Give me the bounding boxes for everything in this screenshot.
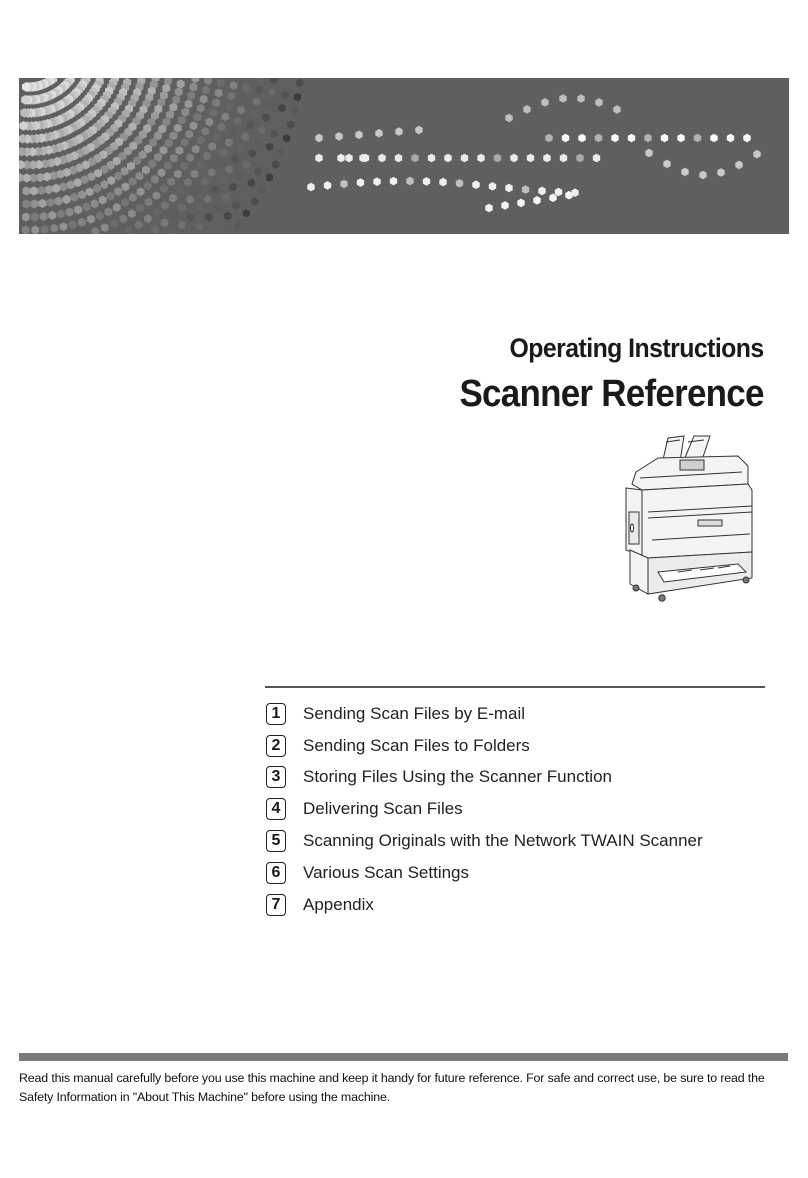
pattern-dot xyxy=(240,95,248,104)
pattern-dot xyxy=(517,199,524,208)
dot-pattern-graphic xyxy=(19,78,789,234)
pattern-dot xyxy=(170,131,178,140)
pattern-dot xyxy=(681,168,688,177)
pattern-dot xyxy=(175,87,183,96)
pattern-dot xyxy=(555,188,562,197)
pattern-dot xyxy=(19,160,25,169)
pattern-dot xyxy=(47,198,55,207)
pattern-dot xyxy=(337,154,344,163)
pattern-dot xyxy=(439,178,446,187)
pattern-dot xyxy=(208,142,216,151)
pattern-dot xyxy=(262,113,270,122)
pattern-dot xyxy=(100,180,108,189)
pattern-dot xyxy=(39,199,47,208)
pattern-dot xyxy=(278,104,285,113)
pattern-dot xyxy=(294,93,301,101)
pattern-dot xyxy=(167,177,175,186)
pattern-dot xyxy=(699,171,706,180)
pattern-dot xyxy=(121,198,129,207)
pattern-dot xyxy=(196,204,204,213)
pattern-dot xyxy=(208,168,216,177)
pattern-dot xyxy=(186,195,194,204)
pattern-dot xyxy=(240,190,247,199)
chapter-title: Sending Scan Files by E-mail xyxy=(303,703,526,723)
document-subtitle: Operating Instructions xyxy=(509,333,764,363)
pattern-dot xyxy=(249,149,256,158)
pattern-dot xyxy=(170,154,178,163)
pattern-dot xyxy=(96,211,104,220)
pattern-dot xyxy=(501,201,508,210)
pattern-dot xyxy=(272,160,279,169)
pattern-dot xyxy=(154,153,162,162)
chapter-title: Storing Files Using the Scanner Function xyxy=(303,767,612,787)
footer-divider-bar xyxy=(19,1053,788,1061)
pattern-dot xyxy=(122,182,130,191)
pattern-dot xyxy=(187,91,195,100)
pattern-dot xyxy=(162,117,170,126)
pattern-dot xyxy=(562,134,569,143)
pattern-dot xyxy=(69,220,77,229)
pattern-dot xyxy=(178,116,186,125)
pattern-dot xyxy=(494,154,501,163)
pattern-dot xyxy=(212,185,220,194)
pattern-dot xyxy=(278,147,285,155)
pattern-dot xyxy=(275,117,282,126)
chapter-item[interactable] xyxy=(266,698,703,730)
pattern-dot xyxy=(406,177,413,186)
pattern-dot xyxy=(237,106,245,115)
document-title: Scanner Reference xyxy=(459,373,764,415)
pattern-dot xyxy=(23,173,31,182)
pattern-dot xyxy=(63,195,71,204)
pattern-dot xyxy=(160,146,168,155)
pattern-dot xyxy=(355,131,362,140)
pattern-dot xyxy=(48,211,56,220)
pattern-dot xyxy=(229,183,237,192)
pattern-dot xyxy=(415,126,422,135)
pattern-dot xyxy=(86,187,94,196)
pattern-dot xyxy=(91,199,99,208)
pattern-dot xyxy=(60,222,68,231)
pattern-dot xyxy=(243,83,251,92)
pattern-dot xyxy=(165,139,173,148)
pattern-dot xyxy=(663,160,670,169)
pattern-dot xyxy=(246,121,254,130)
pattern-dot xyxy=(533,196,540,205)
pattern-dot xyxy=(142,166,150,175)
pattern-dot xyxy=(222,193,229,202)
pattern-dot xyxy=(59,182,67,191)
chapter-title: Delivering Scan Files xyxy=(303,799,463,819)
pattern-dot xyxy=(315,134,322,143)
pattern-dot xyxy=(22,213,30,222)
pattern-dot xyxy=(30,186,38,195)
pattern-dot xyxy=(243,161,250,170)
chapter-item[interactable] xyxy=(266,762,703,794)
pattern-dot xyxy=(576,154,583,163)
pattern-dot xyxy=(209,108,217,117)
pattern-dot xyxy=(224,212,231,221)
pattern-dot xyxy=(144,181,152,190)
pattern-dot xyxy=(307,183,314,192)
pattern-dot xyxy=(148,159,156,168)
pattern-dot xyxy=(194,186,202,195)
pattern-dot xyxy=(129,193,137,202)
pattern-dot xyxy=(253,98,261,107)
pattern-dot xyxy=(218,123,226,132)
pattern-dot xyxy=(378,154,385,163)
title-block xyxy=(433,330,764,418)
pattern-dot xyxy=(283,78,290,86)
pattern-dot xyxy=(560,154,567,163)
pattern-dot xyxy=(266,142,273,151)
pattern-dot xyxy=(428,154,435,163)
pattern-dot xyxy=(710,134,717,143)
pattern-dot xyxy=(92,227,100,234)
pattern-dot xyxy=(661,134,668,143)
pattern-dot xyxy=(375,129,382,138)
chapter-item[interactable] xyxy=(266,730,703,762)
pattern-dot xyxy=(523,105,530,114)
pattern-dot xyxy=(255,86,263,95)
pattern-dot xyxy=(101,223,109,232)
pattern-dot xyxy=(237,144,245,153)
pattern-dot xyxy=(93,184,101,193)
pattern-dot xyxy=(119,214,127,223)
pattern-dot xyxy=(595,98,602,107)
pattern-dot xyxy=(505,184,512,193)
pattern-dot xyxy=(270,78,278,84)
pattern-dot xyxy=(644,134,651,143)
pattern-dot xyxy=(645,149,652,158)
toc-divider xyxy=(265,686,765,688)
pattern-dot xyxy=(225,102,233,111)
pattern-dot xyxy=(70,193,78,202)
pattern-dot xyxy=(541,98,548,107)
pattern-dot xyxy=(22,226,30,235)
chapter-number-box: 4 xyxy=(266,798,286,820)
pattern-dot xyxy=(128,209,136,218)
pattern-dot xyxy=(545,134,552,143)
pattern-dot xyxy=(151,175,159,184)
pattern-dot xyxy=(248,179,255,188)
pattern-dot xyxy=(105,207,113,216)
pattern-dot xyxy=(192,145,200,154)
pattern-dot xyxy=(268,88,275,97)
pattern-dot xyxy=(219,175,227,184)
pattern-dot xyxy=(137,204,145,213)
pattern-dot xyxy=(538,187,545,196)
pattern-dot xyxy=(187,213,195,222)
pattern-dot xyxy=(161,218,169,227)
pattern-dot xyxy=(174,124,182,133)
pattern-dot xyxy=(395,154,402,163)
pattern-dot xyxy=(99,196,107,205)
pattern-dot xyxy=(164,161,172,170)
pattern-dot xyxy=(613,105,620,114)
pattern-dot xyxy=(215,222,222,231)
pattern-dot xyxy=(411,154,418,163)
pattern-dot xyxy=(232,201,239,210)
chapter-item[interactable] xyxy=(266,793,703,825)
pattern-dot xyxy=(510,154,517,163)
pattern-dot xyxy=(242,133,250,142)
pattern-dot xyxy=(717,168,724,177)
chapter-item[interactable] xyxy=(266,825,703,857)
pattern-dot xyxy=(395,127,402,136)
pattern-dot xyxy=(266,101,274,110)
pattern-dot xyxy=(472,180,479,189)
pattern-dot xyxy=(549,194,556,203)
pattern-dot xyxy=(735,161,742,170)
pattern-dot xyxy=(543,154,550,163)
pattern-dot xyxy=(136,171,144,180)
pattern-dot xyxy=(74,205,82,214)
pattern-dot xyxy=(254,138,261,147)
pattern-dot xyxy=(243,209,250,217)
pattern-dot xyxy=(456,179,463,188)
pattern-dot xyxy=(200,95,208,104)
pattern-dot xyxy=(190,121,198,130)
pattern-dot xyxy=(727,134,734,143)
pattern-dot xyxy=(522,185,529,194)
pattern-dot xyxy=(236,172,243,181)
pattern-dot xyxy=(113,203,121,212)
pattern-dot xyxy=(593,154,600,163)
pattern-dot xyxy=(259,186,266,194)
pattern-dot xyxy=(176,146,184,155)
pattern-dot xyxy=(153,208,161,217)
pattern-dot xyxy=(461,154,468,163)
pattern-dot xyxy=(180,162,188,171)
pattern-dot xyxy=(250,110,257,119)
pattern-dot xyxy=(57,209,65,218)
pattern-dot xyxy=(170,211,178,220)
pattern-dot xyxy=(37,186,45,195)
pattern-dot xyxy=(74,178,82,187)
pattern-dot xyxy=(204,78,212,85)
chapter-number-box: 2 xyxy=(266,735,286,757)
pattern-dot xyxy=(204,195,212,204)
pattern-dot xyxy=(335,132,342,141)
pattern-dot xyxy=(254,167,261,176)
chapter-number-box: 6 xyxy=(266,862,286,884)
pattern-dot xyxy=(206,118,214,127)
pattern-dot xyxy=(291,107,298,115)
pattern-dot xyxy=(260,155,267,164)
pattern-dot xyxy=(50,224,58,233)
pattern-dot xyxy=(158,168,166,177)
chapter-number-box: 3 xyxy=(266,766,286,788)
chapter-title: Various Scan Settings xyxy=(303,862,469,882)
pattern-dot xyxy=(197,136,205,145)
pattern-dot xyxy=(225,138,233,147)
safety-notice: Read this manual carefully before you use this machine and keep it handy for future reference. For safe and correct use, be sure to read the Safety Information in "About This Machine" before using the machine. xyxy=(19,1071,765,1104)
chapter-item[interactable] xyxy=(266,889,703,921)
pattern-dot xyxy=(228,92,236,101)
pattern-dot xyxy=(611,134,618,143)
pattern-dot xyxy=(214,158,222,167)
pattern-dot xyxy=(177,186,185,195)
pattern-dot xyxy=(87,215,95,224)
pattern-dot xyxy=(107,192,115,201)
pattern-dot xyxy=(23,186,31,195)
pattern-dot xyxy=(191,170,199,179)
pattern-dot xyxy=(30,199,38,208)
pattern-dot xyxy=(83,202,91,211)
pattern-dot xyxy=(281,91,288,100)
pattern-dot xyxy=(485,204,492,213)
pattern-dot xyxy=(114,187,122,196)
pattern-dot xyxy=(753,150,760,159)
pattern-dot xyxy=(266,173,273,182)
pattern-dot xyxy=(31,212,39,221)
pattern-dot xyxy=(202,86,210,95)
pattern-dot xyxy=(203,152,211,161)
chapter-title: Appendix xyxy=(303,894,374,914)
pattern-dot xyxy=(357,178,364,187)
pattern-dot xyxy=(345,154,352,163)
pattern-dot xyxy=(55,197,63,206)
pattern-dot xyxy=(215,89,223,98)
pattern-dot xyxy=(174,170,182,179)
pattern-dot xyxy=(315,154,322,163)
wide-format-printer-illustration xyxy=(618,432,763,607)
pattern-dot xyxy=(78,218,86,227)
chapter-item[interactable] xyxy=(266,857,703,889)
pattern-dot xyxy=(129,177,137,186)
pattern-dot xyxy=(214,203,222,212)
pattern-dot xyxy=(390,177,397,186)
pattern-dot xyxy=(196,222,204,231)
pattern-dot xyxy=(257,78,265,82)
pattern-dot xyxy=(222,112,230,121)
pattern-dot xyxy=(324,181,331,190)
pattern-dot xyxy=(185,99,193,108)
pattern-dot xyxy=(107,176,115,185)
pattern-dot xyxy=(489,182,496,191)
chapter-title: Sending Scan Files to Folders xyxy=(303,735,530,755)
pattern-dot xyxy=(181,138,189,147)
pattern-dot xyxy=(202,127,210,136)
pattern-dot xyxy=(230,128,238,137)
pattern-dot xyxy=(185,130,193,139)
pattern-dot xyxy=(169,229,177,235)
pattern-dot xyxy=(677,134,684,143)
pattern-dot xyxy=(191,78,199,83)
pattern-dot xyxy=(283,134,290,142)
pattern-dot xyxy=(151,225,159,234)
pattern-dot xyxy=(225,165,233,174)
pattern-dot xyxy=(234,220,241,228)
pattern-dot xyxy=(577,94,584,103)
pattern-dot xyxy=(19,173,24,182)
pattern-dot xyxy=(220,148,228,157)
chapter-title: Scanning Originals with the Network TWAIN Scanner xyxy=(303,831,703,851)
pattern-dot xyxy=(181,108,189,117)
pattern-dot xyxy=(190,83,198,92)
pattern-dot xyxy=(212,98,220,107)
pattern-dot xyxy=(144,214,152,223)
pattern-dot xyxy=(694,134,701,143)
pattern-dot xyxy=(743,134,750,143)
pattern-dot xyxy=(213,133,221,142)
pattern-dot xyxy=(40,212,48,221)
pattern-dot xyxy=(201,177,209,186)
pattern-dot xyxy=(45,185,53,194)
pattern-dot xyxy=(258,125,265,134)
pattern-dot xyxy=(66,208,74,217)
pattern-dot xyxy=(126,226,134,234)
cover-banner xyxy=(19,78,789,234)
chapter-number-box: 5 xyxy=(266,830,286,852)
pattern-dot xyxy=(340,180,347,189)
pattern-dot xyxy=(194,113,202,122)
pattern-dot xyxy=(178,203,186,212)
pattern-dot xyxy=(31,225,39,234)
pattern-dot xyxy=(628,134,635,143)
pattern-dot xyxy=(110,219,118,228)
pattern-dot xyxy=(153,191,161,200)
pattern-dot xyxy=(251,198,258,206)
pattern-dot xyxy=(578,134,585,143)
pattern-dot xyxy=(22,199,30,208)
pattern-dot xyxy=(137,187,145,196)
pattern-dot xyxy=(41,225,49,234)
pattern-dot xyxy=(158,124,166,133)
pattern-dot xyxy=(477,154,484,163)
pattern-dot xyxy=(505,114,512,123)
pattern-dot xyxy=(67,180,75,189)
pattern-dot xyxy=(205,213,212,222)
pattern-dot xyxy=(78,190,86,199)
pattern-dot xyxy=(423,177,430,186)
pattern-dot xyxy=(231,155,239,164)
pattern-dot xyxy=(230,81,238,90)
pattern-dot xyxy=(444,154,451,163)
pattern-dot xyxy=(559,94,566,103)
chapter-list xyxy=(266,698,703,921)
pattern-dot xyxy=(52,184,60,193)
pattern-dot xyxy=(197,104,205,113)
pattern-dot xyxy=(271,130,278,139)
chapter-number-box: 1 xyxy=(266,703,286,725)
pattern-dot xyxy=(160,184,168,193)
pattern-dot xyxy=(296,79,303,87)
pattern-dot xyxy=(373,177,380,186)
pattern-dot xyxy=(161,201,169,210)
pattern-dot xyxy=(184,178,192,187)
pattern-dot xyxy=(197,161,205,170)
pattern-dot xyxy=(217,79,225,88)
chapter-number-box: 7 xyxy=(266,894,286,916)
pattern-dot xyxy=(186,153,194,162)
pattern-dot xyxy=(145,198,153,207)
pattern-dot xyxy=(178,221,186,230)
pattern-dot xyxy=(135,220,143,229)
pattern-dot xyxy=(169,194,177,203)
pattern-dot xyxy=(287,121,294,130)
pattern-dot xyxy=(527,154,534,163)
pattern-dot xyxy=(234,117,242,126)
pattern-dot xyxy=(595,134,602,143)
pattern-dot xyxy=(177,79,185,88)
